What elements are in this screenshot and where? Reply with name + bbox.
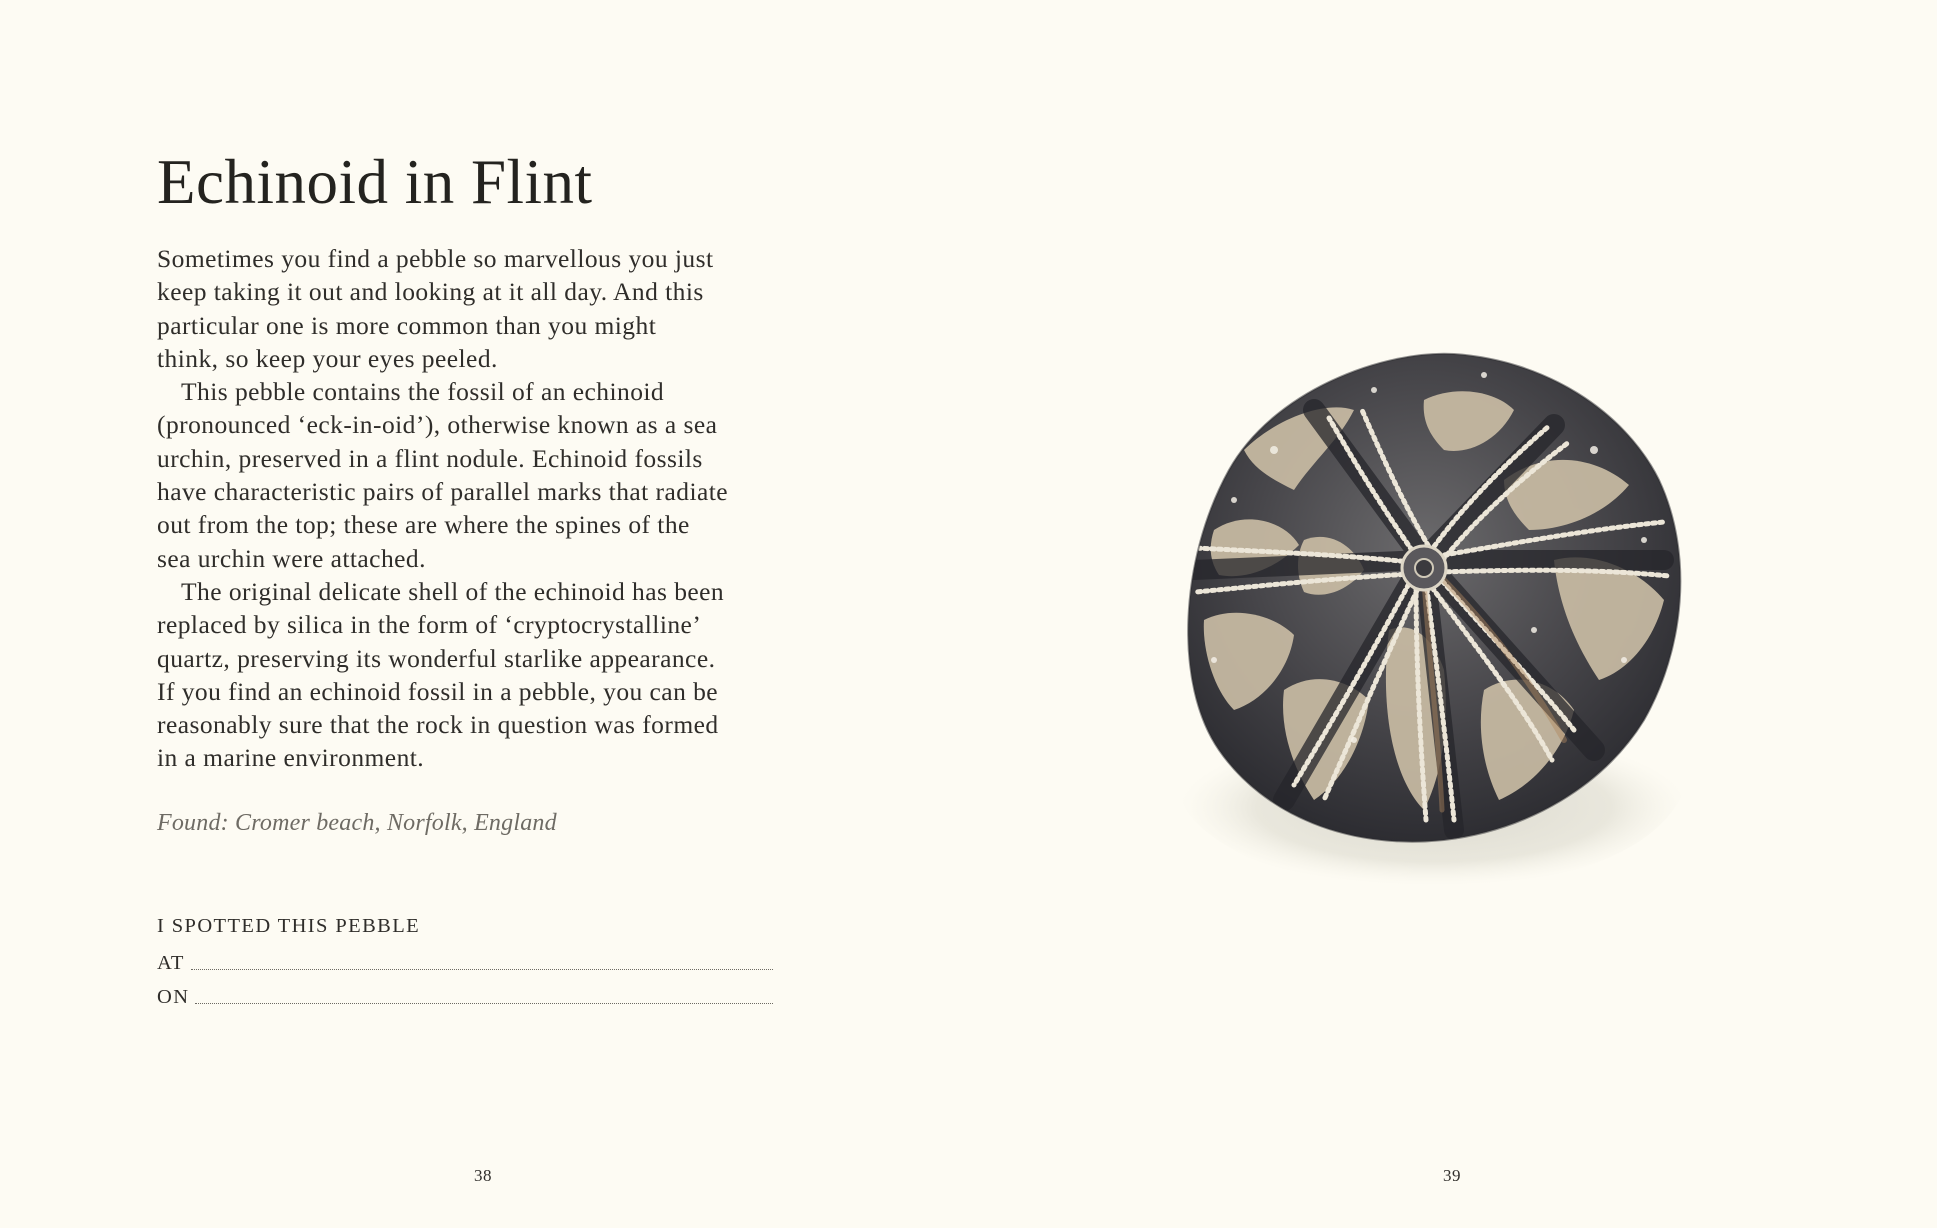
page-number-right: 39 — [1443, 1166, 1461, 1185]
spotted-form — [157, 911, 773, 1012]
text-line: keep taking it out and looking at it all day. And this — [157, 277, 704, 307]
spotted-heading: I SPOTTED THIS PEBBLE — [157, 915, 421, 937]
spotted-at-row — [157, 944, 773, 978]
page-title: Echinoid in Flint — [157, 147, 593, 217]
body-text — [157, 242, 797, 775]
right-page — [969, 0, 1937, 1228]
on-label: ON — [157, 986, 190, 1008]
on-fill-line — [195, 1002, 773, 1004]
text-line: (pronounced ‘eck-in-oid’), otherwise known as a sea — [157, 410, 718, 440]
at-label: AT — [157, 952, 185, 974]
apex-centre — [1415, 559, 1433, 577]
paragraph-3 — [157, 575, 797, 775]
text-line: in a marine environment. — [157, 743, 425, 773]
text-line: The original delicate shell of the echinoid has been — [181, 576, 725, 606]
text-line: replaced by silica in the form of ‘cryptocrystalline’ — [157, 610, 702, 640]
found-location: Found: Cromer beach, Norfolk, England — [157, 810, 557, 836]
left-page — [0, 0, 968, 1228]
text-line: quartz, preserving its wonderful starlike appearance. — [157, 643, 716, 673]
paragraph-1 — [157, 242, 797, 375]
echinoid-pebble-illustration — [1124, 330, 1724, 900]
text-line: have characteristic pairs of parallel marks that radiate — [157, 477, 729, 507]
text-line: urchin, preserved in a flint nodule. Echinoid fossils — [157, 443, 703, 473]
paragraph-2 — [157, 375, 797, 575]
text-line: out from the top; these are where the spines of the — [157, 510, 690, 540]
text-line: sea urchin were attached. — [157, 543, 426, 573]
at-fill-line — [191, 968, 773, 970]
text-line: think, so keep your eyes peeled. — [157, 343, 498, 373]
text-line: particular one is more common than you might — [157, 310, 657, 340]
text-line: This pebble contains the fossil of an echinoid — [181, 377, 665, 407]
page-number-left: 38 — [474, 1166, 492, 1185]
text-line: reasonably sure that the rock in question was formed — [157, 710, 719, 740]
text-line: If you find an echinoid fossil in a pebble, you can be — [157, 676, 719, 706]
spotted-on-row — [157, 978, 773, 1012]
text-line: Sometimes you find a pebble so marvellous you just — [157, 244, 714, 273]
